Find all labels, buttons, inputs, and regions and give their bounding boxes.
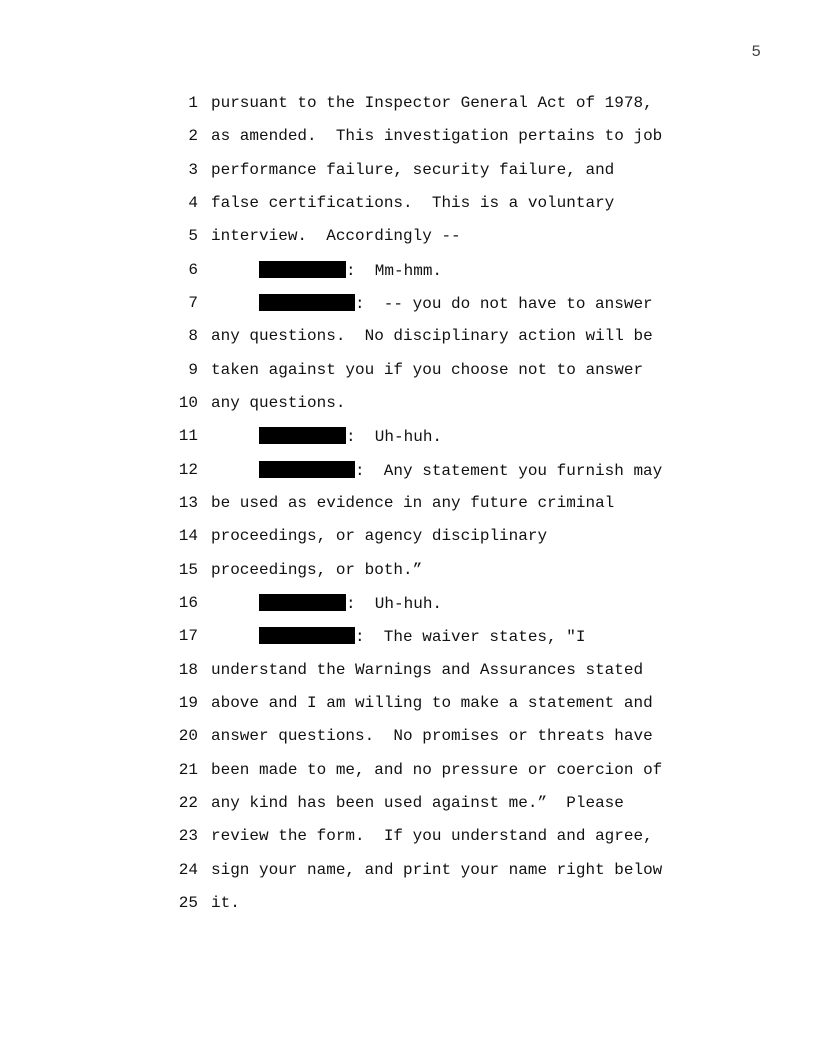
line-text: above and I am willing to make a statement and bbox=[211, 693, 653, 712]
speaker-line bbox=[259, 294, 653, 313]
redacted-speaker-name bbox=[259, 627, 355, 644]
transcript-line bbox=[0, 486, 816, 519]
transcript-line bbox=[0, 753, 816, 786]
transcript-line bbox=[0, 319, 816, 352]
line-number: 14 bbox=[178, 527, 198, 546]
line-number: 13 bbox=[178, 493, 198, 512]
line-text: as amended. This investigation pertains to job bbox=[211, 127, 663, 146]
speaker-line bbox=[259, 627, 585, 646]
line-number: 9 bbox=[188, 360, 198, 379]
line-text: : -- you do not have to answer bbox=[355, 294, 653, 313]
line-text: proceedings, or agency disciplinary bbox=[211, 527, 548, 546]
speaker-line bbox=[259, 261, 442, 280]
line-number: 4 bbox=[188, 193, 198, 212]
line-text: it. bbox=[211, 893, 240, 912]
page-number: 5 bbox=[751, 43, 761, 61]
line-number: 17 bbox=[178, 627, 198, 646]
line-number: 21 bbox=[178, 760, 198, 779]
redacted-speaker-name bbox=[259, 461, 355, 478]
line-text: any questions. No disciplinary action will be bbox=[211, 327, 653, 346]
line-text: been made to me, and no pressure or coercion of bbox=[211, 760, 663, 779]
transcript-line bbox=[0, 553, 816, 586]
line-number: 19 bbox=[178, 693, 198, 712]
line-text: : Uh-huh. bbox=[346, 428, 443, 447]
line-number: 11 bbox=[178, 427, 198, 446]
line-text: any kind has been used against me.” Please bbox=[211, 793, 624, 812]
line-number: 24 bbox=[178, 860, 198, 879]
transcript-line bbox=[0, 419, 816, 452]
speaker-line bbox=[259, 427, 442, 446]
transcript-line bbox=[0, 619, 816, 652]
line-text: : Mm-hmm. bbox=[346, 261, 443, 280]
line-number: 16 bbox=[178, 593, 198, 612]
transcript-line bbox=[0, 153, 816, 186]
transcript-line bbox=[0, 886, 816, 919]
line-text: answer questions. No promises or threats have bbox=[211, 727, 653, 746]
transcript-line bbox=[0, 853, 816, 886]
line-text: be used as evidence in any future criminal bbox=[211, 493, 615, 512]
redacted-speaker-name bbox=[259, 427, 346, 444]
line-number: 3 bbox=[188, 160, 198, 179]
transcript-line bbox=[0, 286, 816, 319]
line-text: proceedings, or both.” bbox=[211, 560, 423, 579]
transcript-line bbox=[0, 786, 816, 819]
speaker-line bbox=[259, 461, 662, 480]
transcript-line bbox=[0, 653, 816, 686]
transcript-line bbox=[0, 386, 816, 419]
transcript-line bbox=[0, 86, 816, 119]
line-number: 7 bbox=[188, 293, 198, 312]
transcript-body bbox=[0, 86, 816, 919]
line-number: 23 bbox=[178, 827, 198, 846]
line-text: any questions. bbox=[211, 393, 346, 412]
redacted-speaker-name bbox=[259, 261, 346, 278]
line-text: interview. Accordingly -- bbox=[211, 227, 461, 246]
line-number: 10 bbox=[178, 393, 198, 412]
speaker-line bbox=[259, 594, 442, 613]
line-number: 18 bbox=[178, 660, 198, 679]
transcript-line bbox=[0, 519, 816, 552]
line-text: : Uh-huh. bbox=[346, 594, 443, 613]
transcript-line bbox=[0, 253, 816, 286]
line-text: performance failure, security failure, and bbox=[211, 160, 615, 179]
redacted-speaker-name bbox=[259, 594, 346, 611]
line-text: false certifications. This is a voluntary bbox=[211, 193, 615, 212]
line-text: pursuant to the Inspector General Act of 1978, bbox=[211, 94, 653, 112]
transcript-line bbox=[0, 586, 816, 619]
line-number: 12 bbox=[178, 460, 198, 479]
line-text: : Any statement you furnish may bbox=[355, 461, 663, 480]
line-number: 5 bbox=[188, 227, 198, 246]
line-number: 8 bbox=[188, 327, 198, 346]
transcript-line bbox=[0, 219, 816, 252]
line-number: 25 bbox=[178, 893, 198, 912]
transcript-line bbox=[0, 719, 816, 752]
transcript-line bbox=[0, 353, 816, 386]
transcript-line bbox=[0, 453, 816, 486]
line-text: review the form. If you understand and agree, bbox=[211, 827, 653, 846]
transcript-line bbox=[0, 119, 816, 152]
line-number: 20 bbox=[178, 727, 198, 746]
line-text: sign your name, and print your name right below bbox=[211, 860, 663, 879]
line-text: taken against you if you choose not to answer bbox=[211, 360, 644, 379]
redacted-speaker-name bbox=[259, 294, 355, 311]
line-number: 6 bbox=[188, 260, 198, 279]
transcript-line bbox=[0, 686, 816, 719]
transcript-line bbox=[0, 186, 816, 219]
line-number: 22 bbox=[178, 793, 198, 812]
transcript-line bbox=[0, 819, 816, 852]
line-number: 15 bbox=[178, 560, 198, 579]
line-number: 1 bbox=[188, 94, 198, 112]
line-text: understand the Warnings and Assurances stated bbox=[211, 660, 644, 679]
line-number: 2 bbox=[188, 127, 198, 146]
line-text: : The waiver states, "I bbox=[355, 628, 586, 647]
